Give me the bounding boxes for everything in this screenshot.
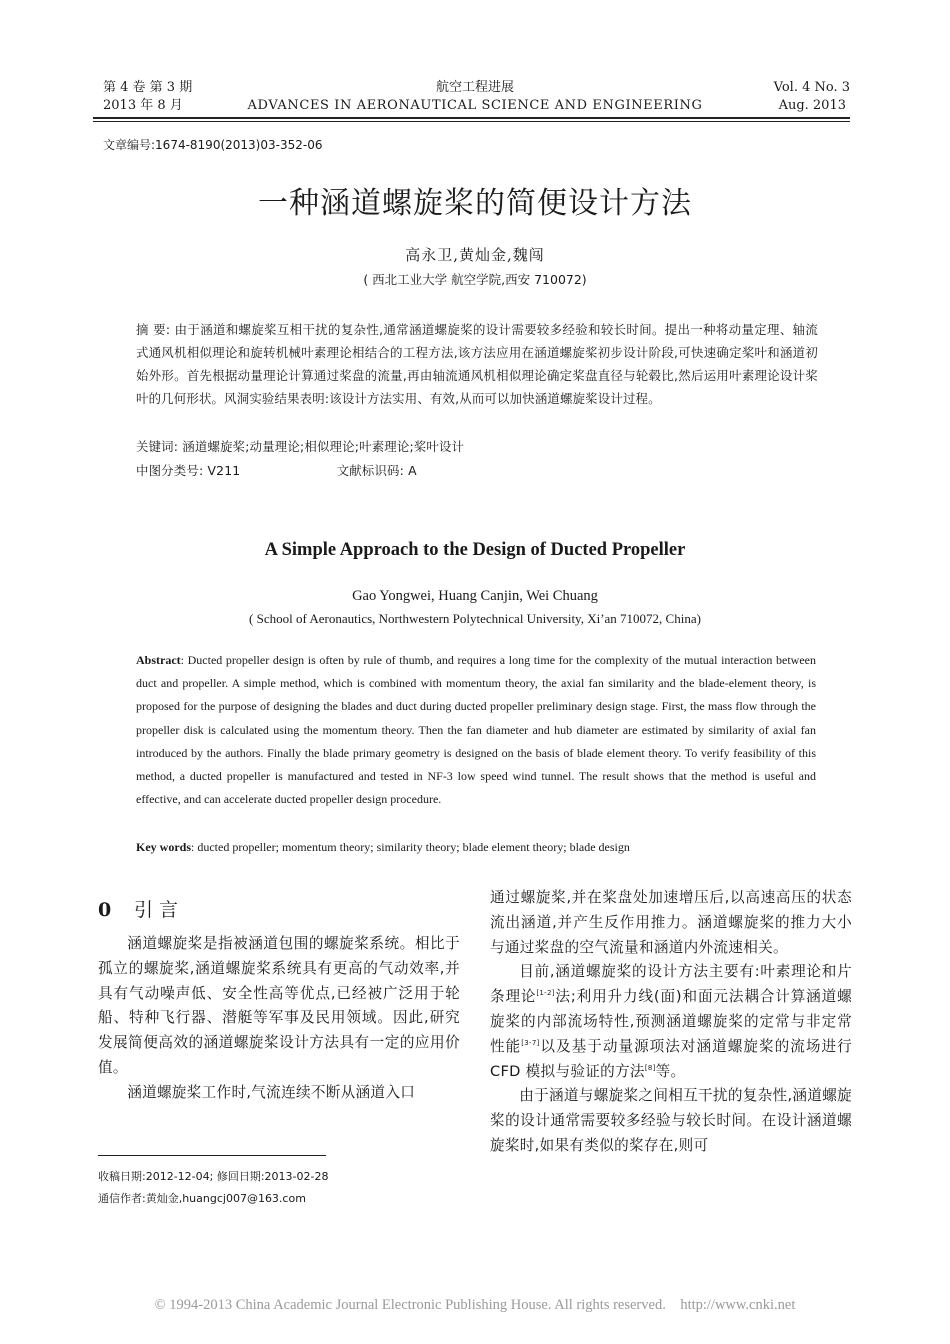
header-date-cn: 2013 年 8 月: [103, 98, 183, 113]
section-number: 0: [98, 899, 112, 921]
footnote-received: 收稿日期:2012-12-04; 修回日期:2013-02-28: [98, 1170, 329, 1183]
keywords-cn-label: 关键词:: [136, 439, 179, 454]
right-paragraph-2: [490, 960, 852, 1084]
keywords-cn: [136, 435, 818, 458]
left-column: [98, 932, 460, 1106]
affiliation-en: ( School of Aeronautics, Northwestern Polytechnical University, Xi’an 710072, China): [249, 611, 701, 626]
doc-code-value: A: [408, 463, 417, 478]
article-number: 文章编号:1674-8190(2013)03-352-06: [103, 138, 323, 152]
header-rule-thin: [93, 121, 850, 122]
citation-1-2: [1-2]: [536, 989, 555, 998]
abstract-en-text: : Ducted propeller design is often by rule of thumb, and requires a long time for the complexity of the mutual interaction between duct and propeller. A simple method, which is combined with momentum theory, the axial fan similarity and the blade-element theory, is proposed for the purpose of designing the blades and duct during ducted propeller preliminary design stage. First, the mass flow through the propeller disk is calculated using the momentum theory. Then the fan diameter and hub diameter are estimated by similarity of axial fan introduced by the authors. Finally the blade primary geometry is designed on the basis of blade element theory. To verify feasibility of this method, a ducted propeller is manufactured and tested in NF-3 low speed wind tunnel. The result shows that the method is useful and effective, and can accelerate ducted propeller design procedure.: [136, 653, 816, 807]
right-paragraph-3: 由于涵道与螺旋桨之间相互干扰的复杂性,涵道螺旋桨的设计通常需要较多经验与较长时间。在设计涵道螺旋桨时,如果有类似的桨存在,则可: [490, 1087, 852, 1154]
left-paragraph-1: 涵道螺旋桨是指被涵道包围的螺旋桨系统。相比于孤立的螺旋桨,涵道螺旋桨系统具有更高的气动效率,并具有气动噪声低、安全性高等优点,已经被广泛用于轮船、特种飞行器、潜艇等军事及民用领域。因此,研究发展简便高效的涵道螺旋桨设计方法具有一定的应用价值。: [98, 935, 460, 1076]
authors-cn: 高永卫,黄灿金,魏闯: [405, 246, 545, 264]
title-cn: 一种涵道螺旋桨的简便设计方法: [258, 186, 692, 221]
keywords-en: [136, 836, 816, 859]
authors-en: Gao Yongwei, Huang Canjin, Wei Chuang: [352, 588, 598, 604]
section-title: 引 言: [134, 899, 179, 921]
abstract-cn-label: 摘 要:: [136, 322, 171, 337]
abstract-en: [136, 649, 816, 811]
keywords-cn-text: 涵道螺旋桨;动量理论;相似理论;叶素理论;桨叶设计: [182, 439, 465, 454]
abstract-cn-text: 由于涵道和螺旋桨互相干扰的复杂性,通常涵道螺旋桨的设计需要较多经验和较长时间。提出一种将动量定理、轴流式通风机相似理论和旋转机械叶素理论相结合的工程方法,该方法应用在涵道螺旋桨初步设计阶段,可快速确定桨叶和涵道初始外形。首先根据动量理论计算通过桨盘的流量,再由轴流通风机相似理论确定桨盘直径与轮毂比,然后运用叶素理论设计桨叶的几何形状。风洞实验结果表明:该设计方法实用、有效,从而可以加快涵道螺旋桨设计过程。: [136, 322, 819, 406]
doc-code-label: 文献标识码:: [336, 463, 405, 478]
citation-8: [8]: [644, 1063, 656, 1072]
header-date-en: Aug. 2013: [778, 98, 846, 113]
abstract-en-label: Abstract: [136, 653, 181, 667]
footnote-rule: [98, 1155, 326, 1156]
right-paragraph-2-part-a: 目前,涵道螺旋桨的设计方法主要有:叶素理论和片条理论: [490, 963, 852, 1006]
header-volume-issue-en: Vol. 4 No. 3: [773, 80, 850, 95]
right-paragraph-2-part-b: 法;利用升力线(面)和面元法耦合计算涵道螺旋桨的内部流场特性,预测涵道螺旋桨的定常与非定常性能: [490, 988, 852, 1055]
class-cn-label: 中图分类号:: [136, 463, 204, 478]
class-cn-value: V211: [207, 463, 241, 478]
citation-3-7: [3-7]: [521, 1038, 540, 1047]
header-journal-en: ADVANCES IN AERONAUTICAL SCIENCE AND ENGINEERING: [247, 98, 703, 113]
classification-cn: [136, 459, 818, 482]
copyright-footer: © 1994-2013 China Academic Journal Electronic Publishing House. All rights reserved. http://www.cnki.net: [154, 1297, 796, 1313]
title-en: A Simple Approach to the Design of Ducted Propeller: [264, 540, 686, 560]
header-rule-thick: [93, 117, 850, 119]
affiliation-cn: ( 西北工业大学 航空学院,西安 710072): [363, 272, 587, 287]
header-volume-issue-cn: 第 4 卷 第 3 期: [103, 80, 193, 95]
keywords-en-text: : ducted propeller; momentum theory; similarity theory; blade element theory; blade design: [191, 840, 630, 854]
keywords-en-label: Key words: [136, 840, 191, 854]
left-paragraph-2: 涵道螺旋桨工作时,气流连续不断从涵道入口: [127, 1083, 416, 1101]
right-paragraph-1: 通过螺旋桨,并在桨盘处加速增压后,以高速高压的状态流出涵道,并产生反作用推力。涵道螺旋桨的推力大小与通过桨盘的空气流量和涵道内外流速相关。: [490, 889, 852, 956]
header-journal-cn: 航空工程进展: [435, 80, 514, 95]
right-paragraph-2-part-c: 以及基于动量源项法对涵道螺旋桨的流场进行 CFD 模拟与验证的方法: [490, 1037, 852, 1080]
right-paragraph-2-part-d: 等。: [655, 1062, 686, 1080]
footnote-author: 通信作者:黄灿金,huangcj007@163.com: [98, 1192, 306, 1205]
abstract-cn: [136, 318, 818, 410]
right-column: [490, 886, 852, 1159]
